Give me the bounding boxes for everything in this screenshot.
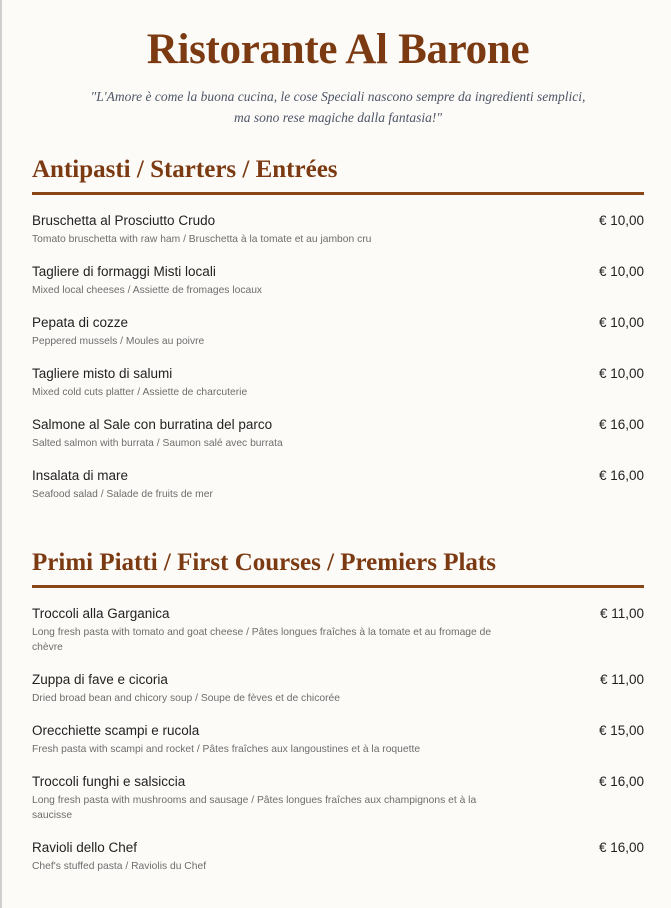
menu-item	[32, 313, 644, 349]
menu-item	[32, 604, 644, 655]
item-name: Zuppa di fave e cicoria	[32, 672, 168, 687]
item-description: Salted salmon with burrata / Saumon salé avec burrata	[32, 438, 283, 449]
item-name: Orecchiette scampi e rucola	[32, 723, 200, 738]
menu-item	[32, 415, 644, 451]
section-primi	[32, 547, 644, 889]
item-name: Insalata di mare	[32, 468, 129, 483]
item-description: Chef's stuffed pasta / Raviolis du Chef	[32, 861, 207, 872]
quote-line: "L'Amore è come la buona cucina, le cose Speciali nascono sempre da ingredienti semplici,	[90, 89, 586, 104]
item-description: Mixed local cheeses / Assiette de fromages locaux	[32, 285, 263, 296]
item-price: € 10,00	[598, 264, 644, 279]
menu-item	[32, 670, 644, 706]
item-info	[32, 415, 283, 451]
item-name: Pepata di cozze	[32, 315, 129, 330]
item-description: Tomato bruschetta with raw ham / Bruschetta à la tomate et au jambon cru	[32, 234, 372, 245]
item-description: Dried broad bean and chicory soup / Soupe de fèves et de chicorée	[32, 693, 340, 704]
menu-item	[32, 466, 644, 502]
item-name: Tagliere di formaggi Misti locali	[32, 264, 216, 279]
menu-item	[32, 838, 644, 874]
item-price: € 11,00	[599, 606, 644, 621]
section-divider	[32, 585, 644, 588]
quote	[32, 86, 644, 128]
item-info	[32, 313, 204, 349]
item-info	[32, 604, 492, 655]
item-name: Troccoli funghi e salsiccia	[32, 774, 186, 789]
item-name: Troccoli alla Garganica	[32, 606, 170, 621]
menu-item	[32, 772, 644, 823]
item-price: € 10,00	[598, 213, 644, 228]
item-name: Ravioli dello Chef	[32, 840, 138, 855]
item-info	[32, 670, 340, 706]
item-price: € 16,00	[598, 774, 644, 789]
item-price: € 10,00	[598, 366, 644, 381]
item-description: Mixed cold cuts platter / Assiette de charcuterie	[32, 387, 248, 398]
item-price: € 16,00	[598, 417, 644, 432]
item-price: € 16,00	[598, 468, 644, 483]
item-description: Long fresh pasta with tomato and goat cheese / Pâtes longues fraîches à la tomate et au fromage de chèvre	[32, 627, 492, 653]
item-name: Bruschetta al Prosciutto Crudo	[32, 213, 216, 228]
menu-item	[32, 262, 644, 298]
item-description: Long fresh pasta with mushrooms and sausage / Pâtes longues fraîches aux champignons et à la saucisse	[32, 795, 477, 821]
item-info	[32, 466, 213, 502]
item-description: Seafood salad / Salade de fruits de mer	[32, 489, 213, 500]
menu-item	[32, 364, 644, 400]
item-name: Salmone al Sale con burratina del parco	[32, 417, 273, 432]
item-price: € 10,00	[598, 315, 644, 330]
section-heading: Antipasti / Starters / Entrées	[32, 156, 338, 183]
item-info	[32, 364, 247, 400]
item-info	[32, 772, 492, 823]
menu-item	[32, 721, 644, 757]
item-name: Tagliere misto di salumi	[32, 366, 173, 381]
item-description: Fresh pasta with scampi and rocket / Pâtes fraîches aux langoustines et à la roquette	[32, 744, 421, 755]
section-divider	[32, 192, 644, 195]
menu-item	[32, 211, 644, 247]
item-info	[32, 838, 206, 874]
item-info	[32, 721, 420, 757]
page-edge	[0, 0, 2, 908]
item-price: € 16,00	[598, 840, 644, 855]
section-antipasti	[32, 154, 644, 517]
quote-line: ma sono rese magiche dalla fantasia!"	[233, 110, 443, 125]
item-info	[32, 262, 262, 298]
section-heading: Primi Piatti / First Courses / Premiers Plats	[32, 549, 496, 576]
item-price: € 15,00	[598, 723, 644, 738]
item-description: Peppered mussels / Moules au poivre	[32, 336, 205, 347]
item-price: € 11,00	[599, 672, 644, 687]
restaurant-title: Ristorante Al Barone	[146, 26, 530, 73]
item-info	[32, 211, 371, 247]
